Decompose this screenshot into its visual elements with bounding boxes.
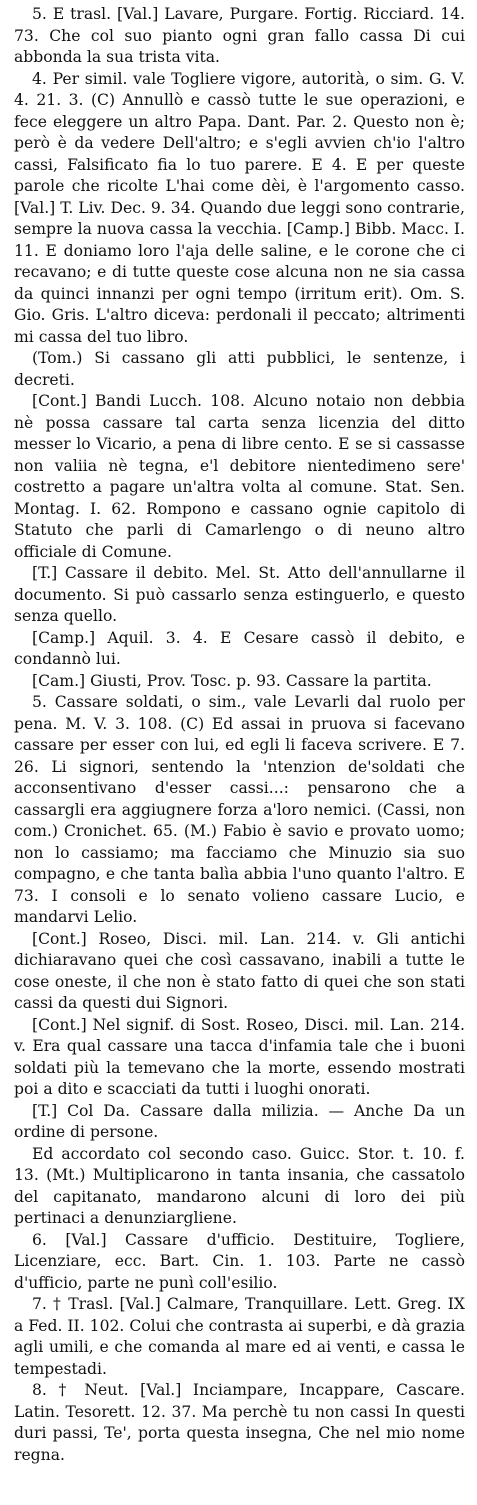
entry-paragraph-5: [T.] Cassare il debito. Mel. St. Atto dell'annullarne il documento. Si può cassarlo senza estinguerlo, e questo senza quello. xyxy=(14,564,465,625)
entry-paragraph-3: (Tom.) Si cassano gli atti pubblici, le sentenze, i decreti. xyxy=(14,349,465,389)
entry-paragraph-10: [Cont.] Nel signif. di Sost. Roseo, Disci. mil. Lan. 214. v. Era qual cassare una tacca d'infamia tale che i buoni soldati più la temevano che la morte, essendo mostrati poi a dito e scacciati da tutti i luoghi onorati. xyxy=(14,1015,465,1098)
entry-paragraph-15: 8. † Neut. [Val.] Inciampare, Incappare, Cascare. Latin. Tesorett. 12. 37. Ma perchè tu non cassi In questi duri passi, Te', porta questa insegna, Che nel mio nome regna. xyxy=(14,1381,465,1464)
entry-paragraph-12: Ed accordato col secondo caso. Guicc. Stor. t. 10. f. 13. (Mt.) Multiplicarono in tanta insania, che cassatolo del capitanato, mandarono alcuni di loro dei più pertinaci a denunziargliene. xyxy=(14,1144,465,1227)
entry-paragraph-1: 5. E trasl. [Val.] Lavare, Purgare. Fortig. Ricciard. 14. 73. Che col suo pianto ogni gran fallo cassa Di cui abbonda la sua trista vita. xyxy=(14,5,465,66)
entry-paragraph-11: [T.] Col Da. Cassare dalla milizia. — Anche Da un ordine di persone. xyxy=(14,1101,465,1141)
entry-paragraph-2: 4. Per simil. vale Togliere vigore, autorità, o sim. G. V. 4. 21. 3. (C) Annullò e cassò tutte le sue operazioni, e fece eleggere un altro Papa. Dant. Par. 2. Questo non è; però è da vedere Dell'altro; e s'egli avvien ch'io l'altro cassi, Falsificato fia lo tuo parere. E 4. E per queste parole che ricolte L'hai come dèi, è l'argomento casso. [Val.] T. Liv. Dec. 9. 34. Quando due leggi sono contrarie, sempre la nuova cassa la vecchia. [Camp.] Bibb. Macc. I. 11. E doniamo loro l'aja delle saline, e le corone che ci recavano; e di tutte queste cose alcuna non ne sia cassa da quinci innanzi per ogni tempo (irritum erit). Om. S. Gio. Gris. L'altro diceva: perdonali il peccato; altrimenti mi cassa del tuo libro. xyxy=(14,69,465,346)
entry-paragraph-4: [Cont.] Bandi Lucch. 108. Alcuno notaio non debbia nè possa cassare tal carta senza licenzia del ditto messer lo Vicario, a pena di libre cento. E se si cassasse non valiia nè tegna, e'l debitore nientedimeno sere' costretto a pagare un'altra volta al comune. Stat. Sen. Montag. I. 62. Rompono e cassano ognie capitolo di Statuto che parli di Camarlengo o di neuno altro officiale di Comune. xyxy=(14,392,465,561)
entry-paragraph-8: 5. Cassare soldati, o sim., vale Levarli dal ruolo per pena. M. V. 3. 108. (C) Ed assai in pruova si facevano cassare per esser con lui, ed egli li faceva scrivere. E 7. 26. Li signori, sentendo la 'ntenzion de'soldati che acconsentivano d'esser cassi...: pensarono che a cassargli era aggiugnere forza a'loro nemici. (Cassi, non com.) Cronichet. 65. (M.) Fabio è savio e provato uomo; non lo cassiamo; ma facciamo che Minuzio sia suo compagno, e che tanta balìa abbia l'uno quanto l'altro. E 73. I consoli e lo senato volieno cassare Lucio, e mandarvi Lelio. xyxy=(14,693,465,926)
entry-paragraph-9: [Cont.] Roseo, Disci. mil. Lan. 214. v. Gli antichi dichiaravano quei che così cassavano, inabili a tutte le cose oneste, il che non è stato fatto di quei che son stati cassi da questi dui Signori. xyxy=(14,929,465,1012)
entry-paragraph-6: [Camp.] Aquil. 3. 4. E Cesare cassò il debito, e condannò lui. xyxy=(14,628,465,668)
entry-paragraph-7: [Cam.] Giusti, Prov. Tosc. p. 93. Cassare la partita. xyxy=(32,671,432,690)
entry-paragraph-13: 6. [Val.] Cassare d'ufficio. Destituire, Togliere, Licenziare, ecc. Bart. Cin. 1. 103. Parte ne cassò d'ufficio, parte ne punì coll'esilio. xyxy=(14,1230,465,1292)
entry-paragraph-14: 7. † Trasl. [Val.] Calmare, Tranquillare. Lett. Greg. IX a Fed. II. 102. Colui che contrasta ai superbi, e dà grazia agli umili, e che comanda al mare ed ai venti, e cassa le tempestadi. xyxy=(14,1295,465,1378)
